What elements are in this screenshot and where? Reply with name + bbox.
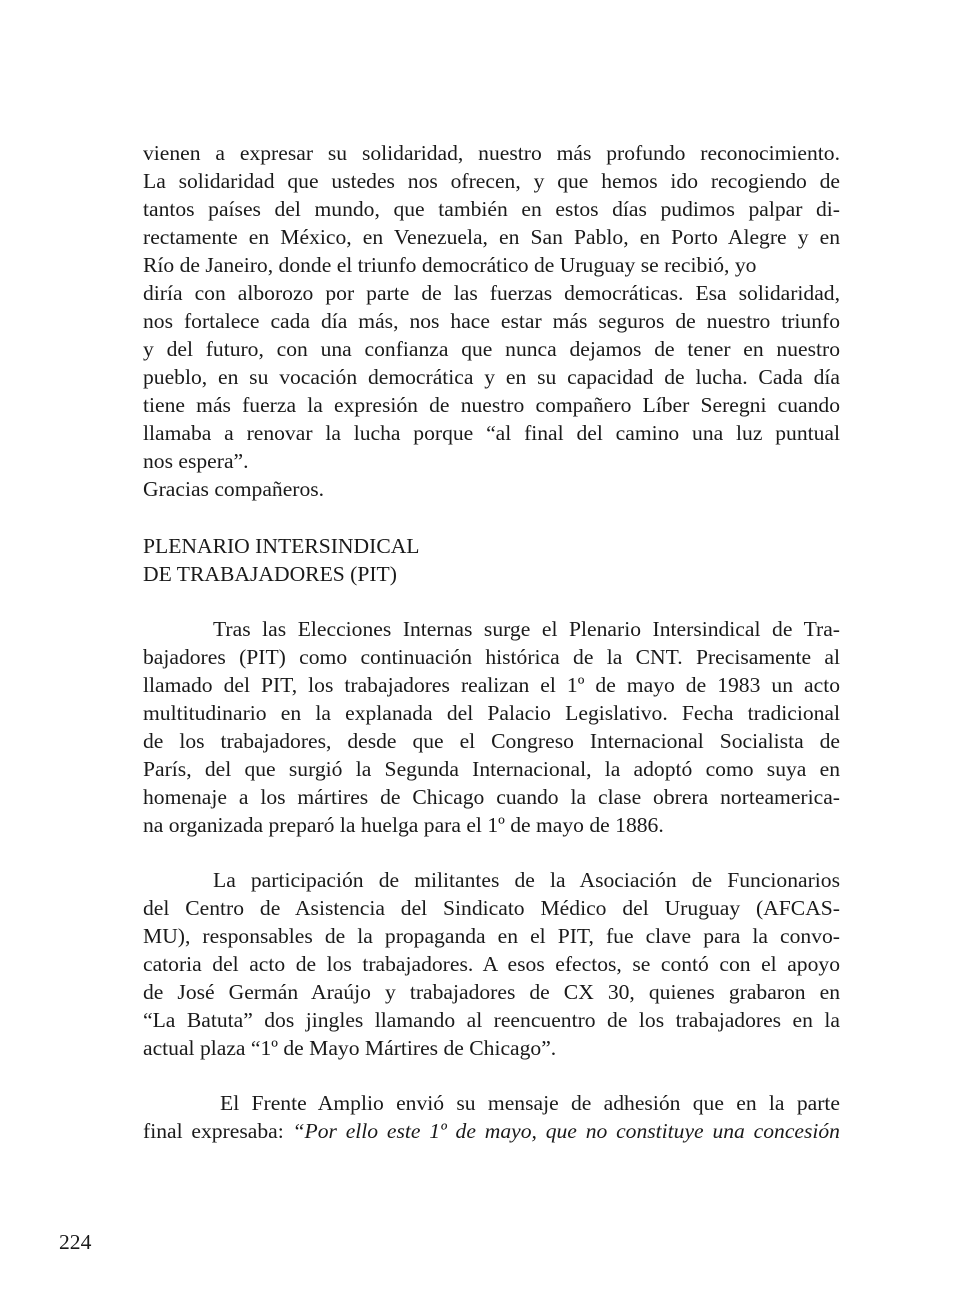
- page-body: [143, 139, 840, 1145]
- text-line: Tras las Elecciones Internas surge el Plenario Intersindical de Tra-: [213, 617, 840, 641]
- text-line: de José Germán Araújo y trabajadores de CX 30, quienes grabaron en: [143, 980, 840, 1004]
- text-line: actual plaza “1º de Mayo Mártires de Chicago”.: [143, 1036, 557, 1060]
- paragraph-continuation: [143, 139, 840, 503]
- paragraph-frente-amplio: [143, 1089, 840, 1145]
- text-line: tiene más fuerza la expresión de nuestro compañero Líber Seregni cuando: [143, 393, 840, 417]
- italic-quote: “Por ello este 1º de mayo, que no constituye una concesión: [292, 1119, 840, 1143]
- text-line: nos fortalece cada día más, nos hace estar más seguros de nuestro triunfo: [143, 309, 840, 333]
- text-line: vienen a expresar su solidaridad, nuestro más profundo reconocimiento.: [143, 141, 840, 165]
- text-line: de los trabajadores, desde que el Congreso Internacional Socialista de: [143, 729, 840, 753]
- text-span: final expresaba:: [143, 1119, 293, 1143]
- heading-line: PLENARIO INTERSINDICAL: [143, 534, 420, 558]
- text-line: llamado del PIT, los trabajadores realizan el 1º de mayo de 1983 un acto: [143, 673, 840, 697]
- page-number: 224: [59, 1230, 92, 1254]
- text-line: El Frente Amplio envió su mensaje de adhesión que en la parte: [220, 1091, 840, 1115]
- text-line: multitudinario en la explanada del Palacio Legislativo. Fecha tradicional: [143, 701, 840, 725]
- heading-line: DE TRABAJADORES (PIT): [143, 562, 397, 586]
- text-line: Gracias compañeros.: [143, 477, 325, 501]
- text-line: “La Batuta” dos jingles llamando al reencuentro de los trabajadores en la: [143, 1008, 840, 1032]
- text-line: na organizada preparó la huelga para el 1º de mayo de 1886.: [143, 813, 664, 837]
- text-line: catoria del acto de los trabajadores. A esos efectos, se contó con el apoyo: [143, 952, 840, 976]
- text-line: MU), responsables de la propaganda en el PIT, fue clave para la convo-: [143, 924, 840, 948]
- text-line: París, del que surgió la Segunda Internacional, la adoptó como suya en: [143, 757, 840, 781]
- text-line: nos espera”.: [143, 449, 249, 473]
- text-line: pueblo, en su vocación democrática y en su capacidad de lucha. Cada día: [143, 365, 840, 389]
- text-line: bajadores (PIT) como continuación histórica de la CNT. Precisamente al: [143, 645, 840, 669]
- text-line: Río de Janeiro, donde el triunfo democrático de Uruguay se recibió, yo: [143, 253, 757, 277]
- paragraph-pit-origin: [143, 615, 840, 839]
- text-line: rectamente en México, en Venezuela, en San Pablo, en Porto Alegre y en: [143, 225, 840, 249]
- text-line: diría con alborozo por parte de las fuerzas democráticas. Esa solidaridad,: [143, 281, 840, 305]
- paragraph-afcasmu: [143, 866, 840, 1062]
- text-line: homenaje a los mártires de Chicago cuando la clase obrera norteamerica-: [143, 785, 840, 809]
- text-line: [143, 1117, 840, 1145]
- text-line: tantos países del mundo, que también en estos días pudimos palpar di-: [143, 197, 840, 221]
- text-line: La participación de militantes de la Asociación de Funcionarios: [213, 868, 840, 892]
- section-heading: [143, 532, 840, 588]
- text-line: La solidaridad que ustedes nos ofrecen, y que hemos ido recogiendo de: [143, 169, 840, 193]
- text-line: y del futuro, con una confianza que nunca dejamos de tener en nuestro: [143, 337, 840, 361]
- text-line: llamaba a renovar la lucha porque “al final del camino una luz puntual: [143, 421, 840, 445]
- text-line: del Centro de Asistencia del Sindicato Médico del Uruguay (AFCAS-: [143, 896, 840, 920]
